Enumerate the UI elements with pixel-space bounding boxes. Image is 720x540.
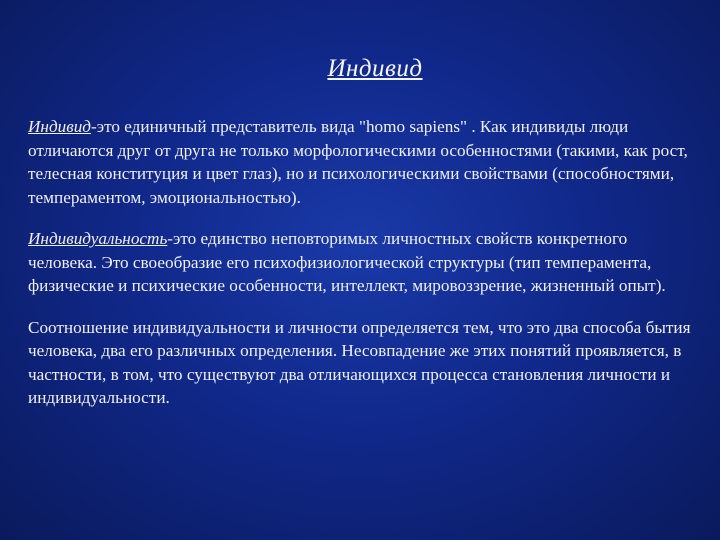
relation-text: Соотношение индивидуальности и личности определяется тем, что это два способа бытия человека, два его различных определения. Несовпадение же этих понятий проявляется, в частности, в том, что существуют два отличающихся процесса становления личности и индивидуальности. <box>28 317 691 407</box>
term-individual: Индивид <box>28 117 91 136</box>
slide-title: Индивид <box>327 55 423 82</box>
paragraph-individual <box>28 115 698 209</box>
term-individuality: Индивидуальность <box>28 229 168 248</box>
definition-individual: -это единичный представитель вида "homo sapiens" . Как индивиды люди отличаются друг от друга не только морфологическими особенностями (такими, как рост, телесная конституция и цвет глаз), но и психологическими свойствами (способностями, темпераментом, эмоциональностью). <box>28 117 688 207</box>
slide-content <box>28 115 698 410</box>
paragraph-relation <box>28 316 698 410</box>
paragraph-individuality <box>28 227 698 298</box>
definition-individuality: -это единство неповторимых личностных свойств конкретного человека. Это своеобразие его психофизиологической структуры (тип темперамента, физические и психические особенности, интеллект, мировоззрение, жизненный опыт). <box>28 229 666 295</box>
